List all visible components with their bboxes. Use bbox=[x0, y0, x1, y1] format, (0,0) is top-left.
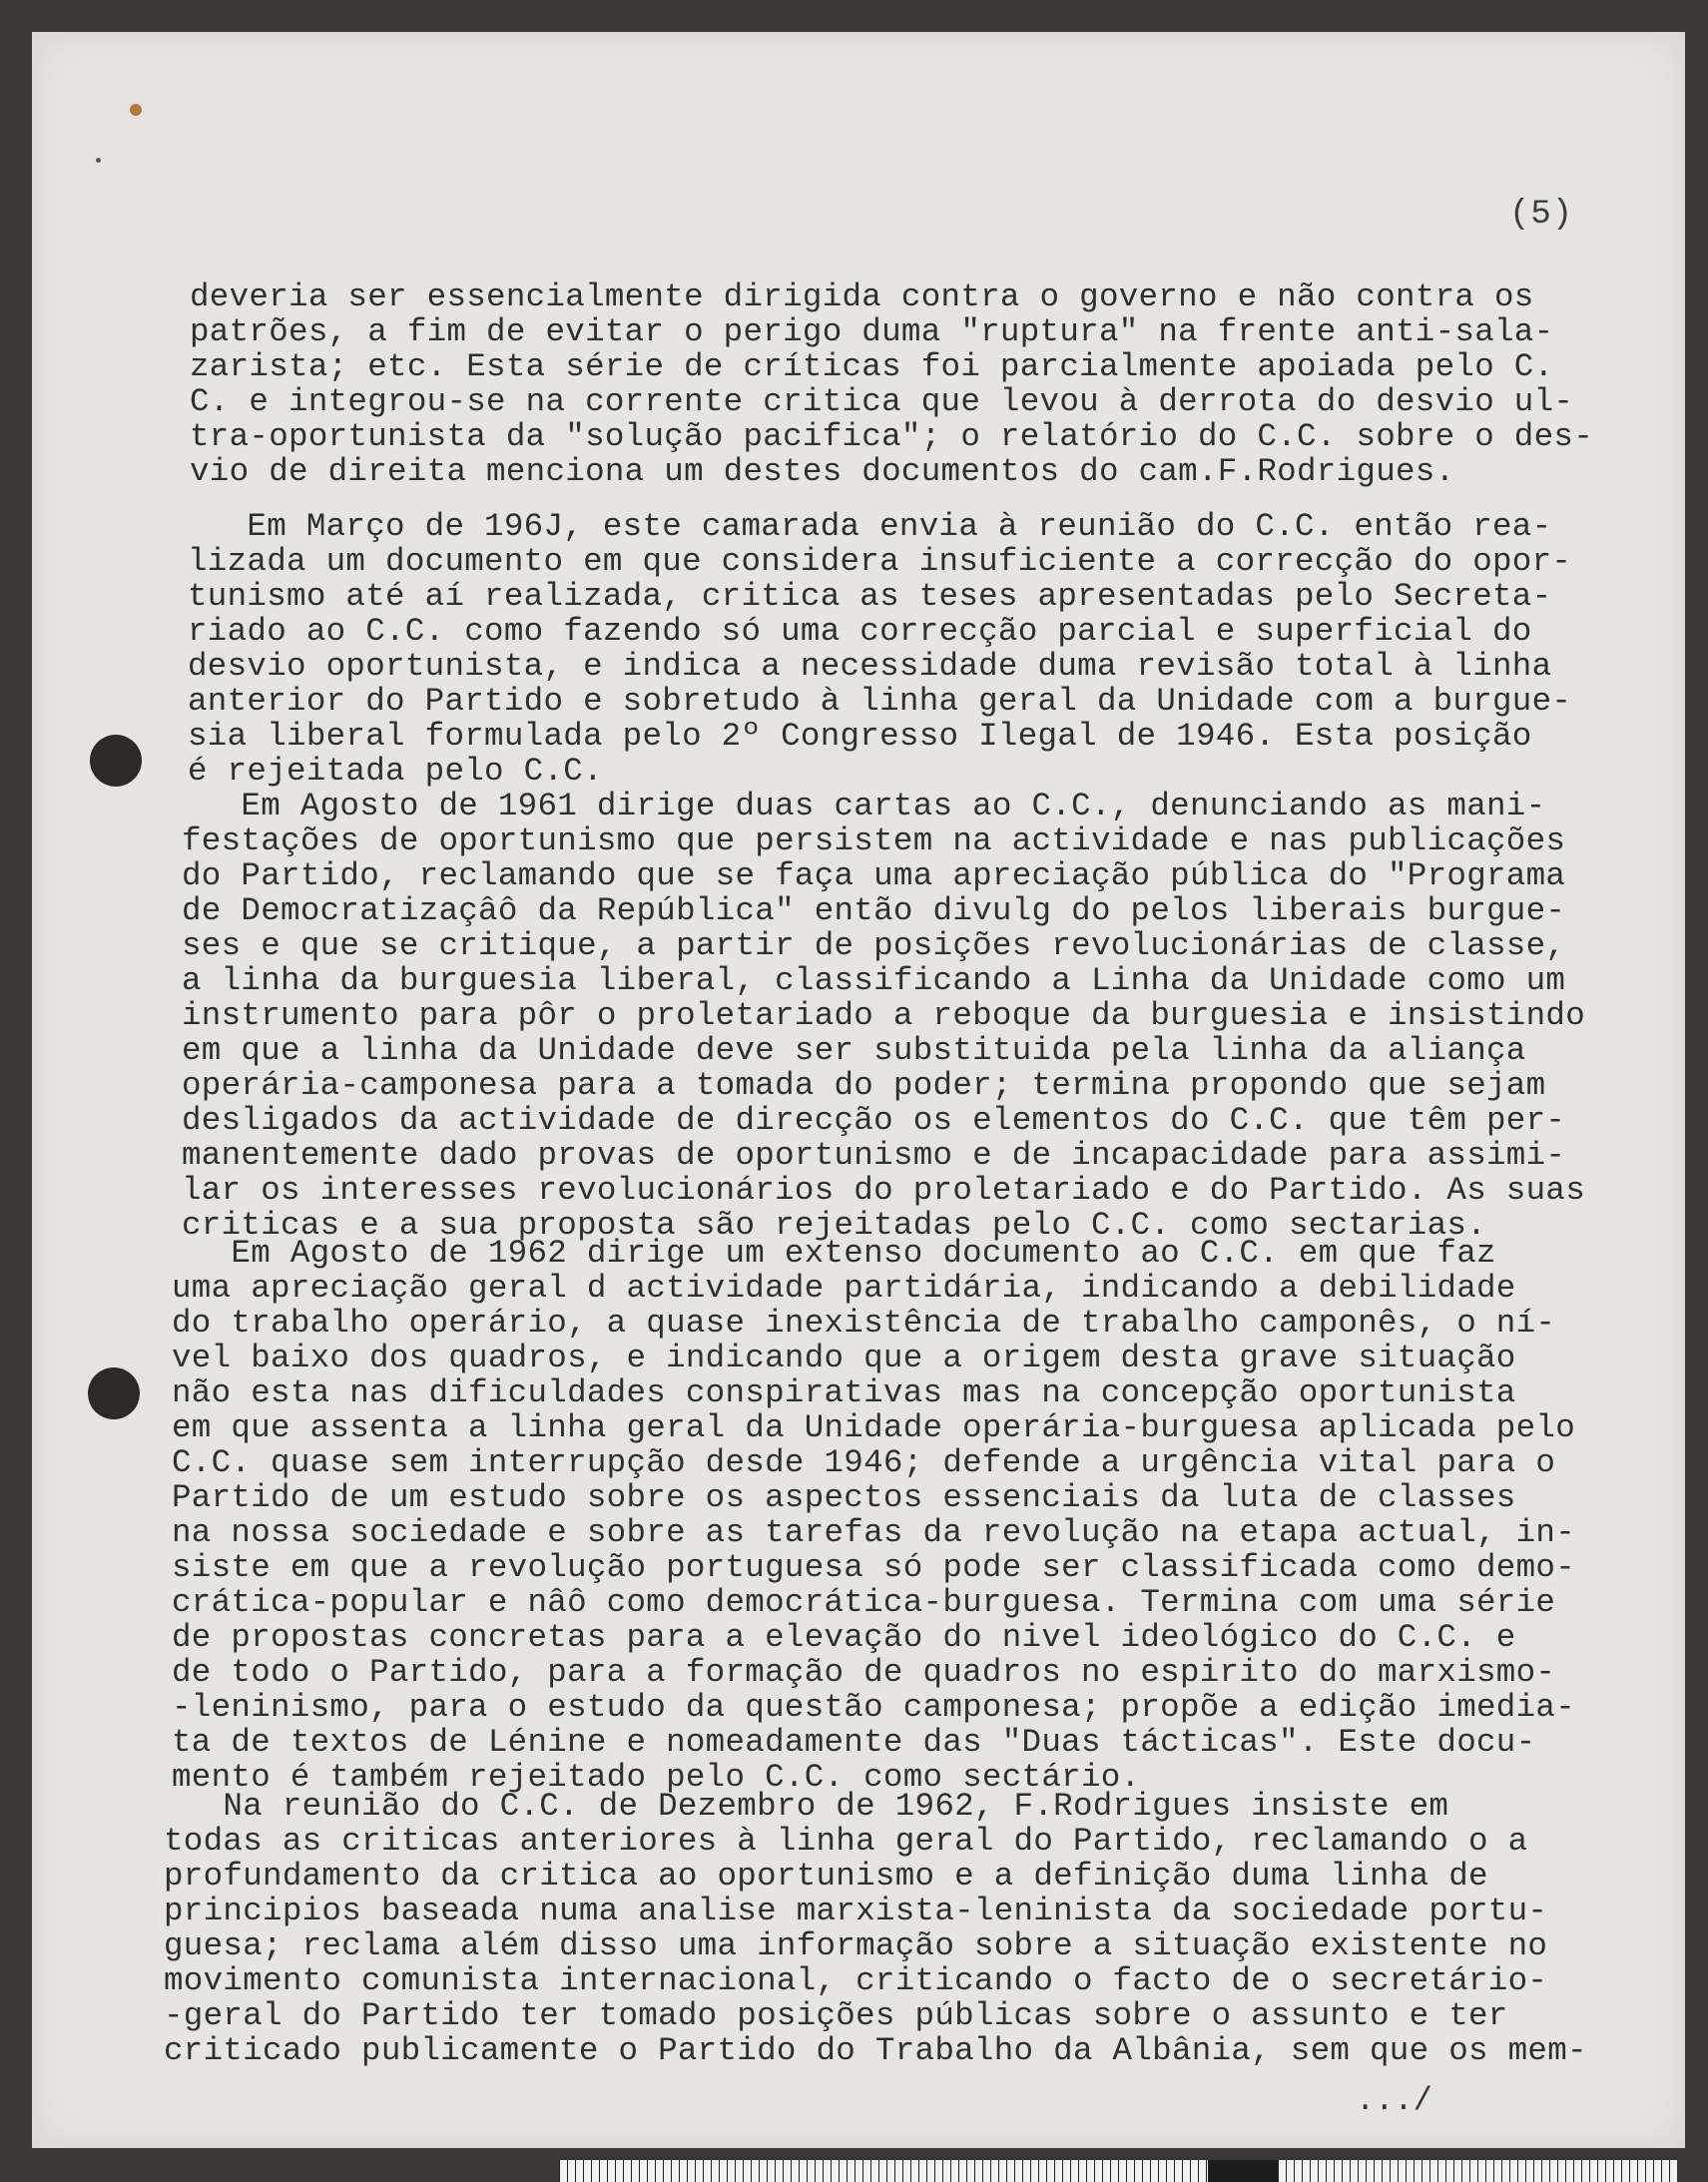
text-line: festações de oportunismo que persistem na actividade e nas publicações bbox=[182, 822, 1566, 859]
paragraph-3 bbox=[182, 789, 1585, 1243]
text-line: desligados da actividade de direcção os elementos do C.C. que têm per- bbox=[182, 1102, 1566, 1139]
text-line: mento é também rejeitado pelo C.C. como sectário. bbox=[172, 1759, 1141, 1796]
paragraph-2 bbox=[188, 509, 1571, 789]
text-line: siste em que a revolução portuguesa só pode ser classificada como demo- bbox=[172, 1549, 1576, 1586]
text-line: sia liberal formulada pelo 2º Congresso Ilegal de 1946. Esta posição bbox=[188, 718, 1532, 755]
text-line: de Democratizaçâô da República" então divulg do pelos liberais burgue- bbox=[182, 892, 1566, 929]
text-line: de todo o Partido, para a formação de quadros no espirito do marxismo- bbox=[172, 1654, 1556, 1691]
text-line: patrões, a fim de evitar o perigo duma "ruptura" na frente anti-sala- bbox=[190, 313, 1554, 350]
text-line: não esta nas dificuldades conspirativas mas na concepção oportunista bbox=[172, 1374, 1516, 1411]
text-line: é rejeitada pelo C.C. bbox=[188, 753, 603, 790]
text-line: principios baseada numa analise marxista-leninista da sociedade portu- bbox=[164, 1893, 1548, 1929]
text-line: criticas e a sua proposta são rejeitadas pelo C.C. como sectarias. bbox=[182, 1207, 1487, 1244]
text-line: criticado publicamente o Partido do Trabalho da Albânia, sem que os mem- bbox=[164, 2032, 1587, 2069]
scale-ruler-block bbox=[1208, 2160, 1278, 2182]
scale-ruler bbox=[559, 2160, 1677, 2182]
text-line: guesa; reclama além disso uma informação sobre a situação existente no bbox=[164, 1927, 1548, 1964]
text-line: movimento comunista internacional, criticando o facto de o secretário- bbox=[164, 1962, 1548, 1999]
text-line: tunismo até aí realizada, critica as teses apresentadas pelo Secreta- bbox=[188, 578, 1552, 615]
text-line: Em Agosto de 1962 dirige um extenso documento ao C.C. em que faz bbox=[172, 1235, 1496, 1272]
text-line: uma apreciação geral d actividade partidária, indicando a debilidade bbox=[172, 1270, 1516, 1307]
text-line: riado ao C.C. como fazendo só uma correcção parcial e superficial do bbox=[188, 613, 1532, 650]
text-line: vio de direita menciona um destes documentos do cam.F.Rodrigues. bbox=[190, 453, 1455, 490]
text-line: lar os interesses revolucionários do proletariado e do Partido. As suas bbox=[182, 1172, 1586, 1209]
continuation-mark: .../ bbox=[1356, 2082, 1432, 2119]
text-line: lizada um documento em que considera insuficiente a correcção do opor- bbox=[188, 543, 1572, 580]
text-line: anterior do Partido e sobretudo à linha geral da Unidade com a burgue- bbox=[188, 683, 1572, 720]
text-line: vel baixo dos quadros, e indicando que a origem desta grave situação bbox=[172, 1340, 1516, 1376]
text-line: a linha da burguesia liberal, classificando a Linha da Unidade como um bbox=[182, 962, 1566, 999]
text-line: -geral do Partido ter tomado posições públicas sobre o assunto e ter bbox=[164, 1997, 1508, 2034]
page-number: (5) bbox=[1509, 196, 1574, 234]
text-line: do Partido, reclamando que se faça uma apreciação pública do "Programa bbox=[182, 857, 1566, 894]
text-line: profundamento da critica ao oportunismo e a definição duma linha de bbox=[164, 1858, 1488, 1895]
text-line: todas as criticas anteriores à linha geral do Partido, reclamando o a bbox=[164, 1823, 1528, 1860]
text-line: -leninismo, para o estudo da questão camponesa; propõe a edição imedia- bbox=[172, 1689, 1576, 1726]
paper-stain bbox=[96, 158, 101, 163]
text-line: Na reunião do C.C. de Dezembro de 1962, F.Rodrigues insiste em bbox=[164, 1788, 1449, 1825]
punch-hole-upper bbox=[90, 735, 142, 787]
text-line: C.C. quase sem interrupção desde 1946; defende a urgência vital para o bbox=[172, 1444, 1556, 1481]
text-line: instrumento para pôr o proletariado a reboque da burguesia e insistindo bbox=[182, 997, 1586, 1034]
punch-hole-lower bbox=[88, 1367, 140, 1419]
text-line: do trabalho operário, a quase inexistência de trabalho camponês, o ní- bbox=[172, 1305, 1556, 1342]
text-line: de propostas concretas para a elevação do nivel ideológico do C.C. e bbox=[172, 1619, 1516, 1656]
text-line: manentemente dado provas de oportunismo e de incapacidade para assimi- bbox=[182, 1137, 1566, 1174]
text-line: zarista; etc. Esta série de críticas foi parcialmente apoiada pelo C. bbox=[190, 348, 1554, 385]
text-line: Em Agosto de 1961 dirige duas cartas ao C.C., denunciando as mani- bbox=[182, 788, 1546, 824]
text-line: deveria ser essencialmente dirigida contra o governo e não contra os bbox=[190, 278, 1534, 315]
text-line: operária-camponesa para a tomada do poder; termina propondo que sejam bbox=[182, 1067, 1546, 1104]
text-line: ses e que se critique, a partir de posições revolucionárias de classe, bbox=[182, 927, 1566, 964]
text-line: crática-popular e nâô como democrática-burguesa. Termina com uma série bbox=[172, 1584, 1556, 1621]
text-line: ta de textos de Lénine e nomeadamente das "Duas tácticas". Este docu- bbox=[172, 1724, 1536, 1761]
text-line: tra-oportunista da "solução pacifica"; o relatório do C.C. sobre o des- bbox=[190, 418, 1594, 455]
text-line: na nossa sociedade e sobre as tarefas da revolução na etapa actual, in- bbox=[172, 1514, 1576, 1551]
text-line: em que a linha da Unidade deve ser substituida pela linha da aliança bbox=[182, 1032, 1526, 1069]
paragraph-4 bbox=[172, 1236, 1575, 1795]
text-line: Em Março de 196J, este camarada envia à reunião do C.C. então rea- bbox=[188, 508, 1552, 545]
text-line: em que assenta a linha geral da Unidade operária-burguesa aplicada pelo bbox=[172, 1409, 1576, 1446]
text-line: Partido de um estudo sobre os aspectos essenciais da luta de classes bbox=[172, 1479, 1516, 1516]
paper-stain bbox=[130, 104, 142, 116]
text-line: C. e integrou-se na corrente critica que levou à derrota do desvio ul- bbox=[190, 383, 1574, 420]
paragraph-5 bbox=[164, 1789, 1587, 2068]
paragraph-1 bbox=[190, 279, 1593, 489]
text-line: desvio oportunista, e indica a necessidade duma revisão total à linha bbox=[188, 648, 1552, 685]
